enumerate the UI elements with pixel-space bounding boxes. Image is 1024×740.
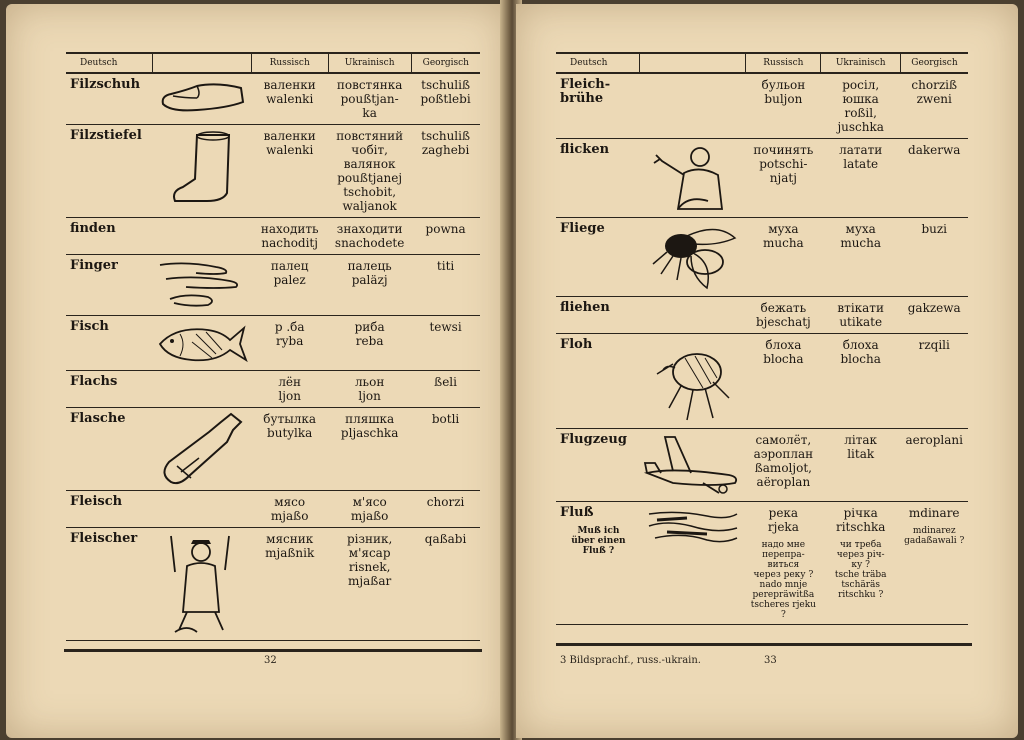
header-picture xyxy=(152,53,251,73)
right-dictionary-table xyxy=(556,52,968,625)
word-russisch-text: река rjeka xyxy=(767,506,799,534)
word-ukrainisch-text: втікати utikate xyxy=(837,301,884,329)
header-deutsch: Deutsch xyxy=(66,53,152,73)
word-deutsch xyxy=(66,371,152,408)
word-georgisch-text: mdinare xyxy=(908,506,960,520)
word-russisch-text: бежать bjeschatj xyxy=(755,301,811,329)
airplane-icon xyxy=(643,433,743,497)
picture-cell xyxy=(640,297,746,334)
table-row xyxy=(556,73,968,139)
word-russisch xyxy=(251,73,328,125)
word-georgisch-text: aeroplani xyxy=(905,433,963,447)
right-footnote: 3 Bildsprachf., russ.-ukrain. xyxy=(560,655,701,666)
word-deutsch xyxy=(66,491,152,528)
word-deutsch-text: Fliege xyxy=(560,221,605,236)
word-deutsch xyxy=(556,139,640,218)
word-ukrainisch-text: пляшка pljaschka xyxy=(340,412,399,440)
word-deutsch-text: Flugzeug xyxy=(560,432,627,447)
phrase-ukrainisch: чи треба через річ- ку ? tsche träba tschäräs ritschku ? xyxy=(834,540,887,600)
word-russisch xyxy=(251,125,328,218)
word-ukrainisch xyxy=(821,139,901,218)
word-russisch xyxy=(251,218,328,255)
word-ukrainisch-text: муха mucha xyxy=(840,222,882,250)
word-russisch xyxy=(746,334,821,429)
table-row xyxy=(556,139,968,218)
word-deutsch-text: Fisch xyxy=(70,319,109,334)
table-row xyxy=(66,491,480,528)
word-georgisch-text: dakerwa xyxy=(908,143,961,157)
picture-cell xyxy=(640,502,746,625)
word-ukrainisch-text: річка ritschka xyxy=(835,506,886,534)
phrase-georgisch: mdinarez gadaßawali ? xyxy=(904,526,965,546)
word-ukrainisch xyxy=(328,408,411,491)
word-ukrainisch xyxy=(328,316,411,371)
word-georgisch-text: botli xyxy=(431,412,460,426)
word-russisch xyxy=(251,528,328,641)
river-icon xyxy=(647,506,739,546)
word-georgisch xyxy=(411,316,480,371)
word-deutsch xyxy=(556,502,640,625)
word-russisch-text: валенки walenki xyxy=(263,129,316,157)
word-russisch-text: мясник mjaßnik xyxy=(265,532,315,560)
word-deutsch xyxy=(556,73,640,139)
word-deutsch-text: Fleisch xyxy=(70,494,123,509)
picture-cell xyxy=(152,218,251,255)
right-page-number: 33 xyxy=(764,655,777,666)
table-row xyxy=(66,125,480,218)
word-georgisch xyxy=(411,255,480,316)
word-ukrainisch-text: льон ljon xyxy=(354,375,385,403)
word-ukrainisch xyxy=(821,218,901,297)
table-row xyxy=(66,218,480,255)
word-deutsch xyxy=(66,528,152,641)
picture-cell xyxy=(152,73,251,125)
word-ukrainisch-text: повстяний чобіт, валянок poußtjanej tschobit, waljanok xyxy=(336,129,404,213)
word-georgisch xyxy=(900,334,968,429)
table-row xyxy=(66,371,480,408)
word-ukrainisch-text: знаходити snachodete xyxy=(334,222,405,250)
word-ukrainisch-text: літак litak xyxy=(844,433,878,461)
word-georgisch-text: tschuliß zaghebi xyxy=(421,129,470,157)
word-georgisch xyxy=(900,73,968,139)
word-ukrainisch-text: м'ясо mjaßo xyxy=(350,495,389,523)
word-georgisch xyxy=(411,73,480,125)
word-ukrainisch xyxy=(821,502,901,625)
picture-cell xyxy=(152,125,251,218)
word-georgisch xyxy=(411,125,480,218)
header-ukrainisch: Ukrainisch xyxy=(328,53,411,73)
word-ukrainisch xyxy=(328,371,411,408)
word-russisch-text: валенки walenki xyxy=(263,78,316,106)
left-table-header xyxy=(66,53,480,73)
word-georgisch-text: gakzewa xyxy=(907,301,961,315)
word-russisch-text: лён ljon xyxy=(278,375,302,403)
table-row xyxy=(556,297,968,334)
word-deutsch-text: flicken xyxy=(560,142,610,157)
word-georgisch xyxy=(411,218,480,255)
fish-icon xyxy=(156,320,248,366)
felt-boot-icon xyxy=(167,129,237,207)
word-ukrainisch xyxy=(328,528,411,641)
word-russisch xyxy=(746,297,821,334)
word-georgisch xyxy=(900,139,968,218)
word-deutsch xyxy=(556,297,640,334)
word-russisch-text: р .ба ryba xyxy=(274,320,305,348)
word-deutsch-text: finden xyxy=(70,221,116,236)
word-deutsch xyxy=(66,73,152,125)
word-russisch-text: самолёт, аэроплан ßamoljot, aëroplan xyxy=(753,433,814,489)
word-deutsch xyxy=(66,218,152,255)
table-row xyxy=(556,334,968,429)
word-deutsch xyxy=(556,218,640,297)
picture-cell xyxy=(640,429,746,502)
header-deutsch: Deutsch xyxy=(556,53,640,73)
word-deutsch-text: Filzstiefel xyxy=(70,128,142,143)
word-russisch xyxy=(251,491,328,528)
word-georgisch-text: tschuliß poßtlebi xyxy=(420,78,471,106)
table-row xyxy=(556,502,968,625)
word-georgisch xyxy=(900,429,968,502)
word-ukrainisch-text: блоха blocha xyxy=(840,338,881,366)
left-footer-rule xyxy=(64,649,482,652)
word-georgisch-text: chorzi xyxy=(426,495,465,509)
left-page xyxy=(6,4,506,738)
word-ukrainisch xyxy=(821,297,901,334)
word-ukrainisch xyxy=(328,491,411,528)
word-deutsch xyxy=(556,334,640,429)
flea-icon xyxy=(653,338,733,424)
word-ukrainisch xyxy=(821,73,901,139)
word-ukrainisch-text: росіл, юшка roßil, juschka xyxy=(837,78,884,134)
word-russisch xyxy=(746,73,821,139)
picture-cell xyxy=(152,408,251,491)
word-georgisch xyxy=(411,491,480,528)
fingers-icon xyxy=(156,259,248,311)
table-row xyxy=(556,218,968,297)
mending-man-icon xyxy=(648,143,738,213)
header-russisch: Russisch xyxy=(251,53,328,73)
right-footer-rule xyxy=(556,643,972,646)
word-russisch xyxy=(746,218,821,297)
word-deutsch-text: Fleischer xyxy=(70,531,138,546)
word-deutsch-text: Flasche xyxy=(70,411,126,426)
word-deutsch-text: Finger xyxy=(70,258,118,273)
word-deutsch xyxy=(66,125,152,218)
word-georgisch xyxy=(900,297,968,334)
table-row xyxy=(66,408,480,491)
word-ukrainisch-text: латати latate xyxy=(839,143,883,171)
word-deutsch-text: Floh xyxy=(560,337,593,352)
header-picture xyxy=(640,53,746,73)
header-georgisch: Georgisch xyxy=(900,53,968,73)
header-russisch: Russisch xyxy=(746,53,821,73)
picture-cell xyxy=(640,73,746,139)
word-deutsch xyxy=(556,429,640,502)
right-page xyxy=(516,4,1018,738)
picture-cell xyxy=(640,218,746,297)
felt-shoe-icon xyxy=(157,78,247,114)
picture-cell xyxy=(152,255,251,316)
header-georgisch: Georgisch xyxy=(411,53,480,73)
word-georgisch-text: rzqili xyxy=(918,338,950,352)
word-russisch xyxy=(746,502,821,625)
header-ukrainisch: Ukrainisch xyxy=(821,53,901,73)
word-ukrainisch xyxy=(328,218,411,255)
picture-cell xyxy=(152,491,251,528)
word-georgisch-text: qaßabi xyxy=(424,532,467,546)
left-page-number: 32 xyxy=(264,655,277,666)
phrase-deutsch: Muß ich über einen Fluß ? xyxy=(571,526,626,556)
table-row xyxy=(66,255,480,316)
word-georgisch-text: buzi xyxy=(921,222,948,236)
table-row xyxy=(66,73,480,125)
word-deutsch xyxy=(66,316,152,371)
word-georgisch xyxy=(900,218,968,297)
word-russisch xyxy=(251,255,328,316)
word-georgisch xyxy=(411,371,480,408)
word-georgisch-text: tewsi xyxy=(429,320,462,334)
word-deutsch xyxy=(66,408,152,491)
word-deutsch-text: Fleich- brühe xyxy=(560,77,611,106)
picture-cell xyxy=(152,528,251,641)
word-deutsch-text: fliehen xyxy=(560,300,610,315)
picture-cell xyxy=(640,334,746,429)
word-russisch-text: мясо mjaßo xyxy=(270,495,309,523)
word-georgisch-text: titi xyxy=(436,259,455,273)
word-ukrainisch xyxy=(821,429,901,502)
word-ukrainisch-text: палець paläzj xyxy=(347,259,392,287)
right-table-header xyxy=(556,53,968,73)
word-deutsch-text: Flachs xyxy=(70,374,118,389)
word-russisch-text: муха mucha xyxy=(763,222,804,250)
picture-cell xyxy=(152,316,251,371)
word-russisch-text: бутылка butylka xyxy=(263,412,317,440)
word-russisch-text: починять potschi- njatj xyxy=(753,143,814,185)
table-row xyxy=(66,316,480,371)
bottle-icon xyxy=(157,412,247,486)
word-ukrainisch-text: повстянка poußtjan- ka xyxy=(336,78,403,120)
word-deutsch-text: Fluß xyxy=(560,505,594,520)
word-russisch xyxy=(251,316,328,371)
table-row xyxy=(556,429,968,502)
word-georgisch-text: chorziß zweni xyxy=(911,78,958,106)
word-russisch xyxy=(251,371,328,408)
left-dictionary-table xyxy=(66,52,480,641)
word-ukrainisch xyxy=(328,125,411,218)
word-ukrainisch xyxy=(328,255,411,316)
word-deutsch-text: Filzschuh xyxy=(70,77,141,92)
word-ukrainisch-text: риба rеba xyxy=(354,320,385,348)
table-row xyxy=(66,528,480,641)
butcher-icon xyxy=(167,532,237,636)
word-georgisch xyxy=(900,502,968,625)
word-ukrainisch xyxy=(821,334,901,429)
word-russisch xyxy=(746,429,821,502)
word-deutsch xyxy=(66,255,152,316)
word-georgisch xyxy=(411,408,480,491)
picture-cell xyxy=(640,139,746,218)
word-georgisch xyxy=(411,528,480,641)
word-russisch-text: находить nachoditj xyxy=(260,222,319,250)
word-russisch-text: бульон buljon xyxy=(761,78,806,106)
word-russisch-text: палец palez xyxy=(270,259,309,287)
fly-icon xyxy=(647,222,739,292)
word-ukrainisch xyxy=(328,73,411,125)
word-russisch xyxy=(746,139,821,218)
phrase-russisch: надо мне перепра- виться через реку ? nado mnje perepräwitßa tscheres rjeku ? xyxy=(750,540,816,620)
word-russisch-text: блоха blocha xyxy=(763,338,804,366)
word-georgisch-text: ßeli xyxy=(434,375,457,389)
word-russisch xyxy=(251,408,328,491)
word-ukrainisch-text: різник, м'ясар risnek, mjaßar xyxy=(346,532,393,588)
picture-cell xyxy=(152,371,251,408)
word-georgisch-text: powna xyxy=(425,222,466,236)
